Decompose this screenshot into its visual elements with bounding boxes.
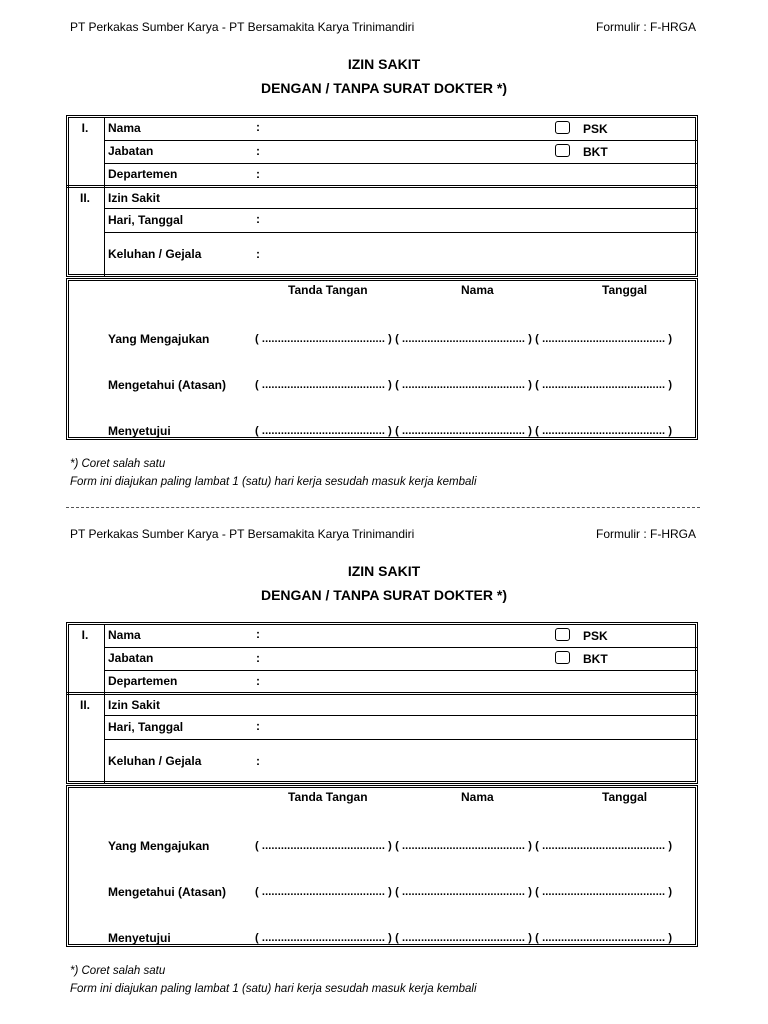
psk-checkbox[interactable] xyxy=(555,121,570,134)
form-copy-2 xyxy=(0,507,768,1007)
company-name: PT Perkakas Sumber Karya - PT Bersamakita Karya Trinimandiri xyxy=(70,20,415,34)
jabatan-colon: : xyxy=(256,651,260,665)
form-code: Formulir : F-HRGA xyxy=(596,20,696,34)
menyetujui-label: Menyetujui xyxy=(108,931,171,945)
note-deadline: Form ini diajukan paling lambat 1 (satu) hari kerja sesudah masuk kerja kembali xyxy=(70,476,477,488)
departemen-colon: : xyxy=(256,167,260,181)
psk-checkbox[interactable] xyxy=(555,628,570,641)
izin-sakit-heading: Izin Sakit xyxy=(108,698,161,712)
row-line xyxy=(104,140,698,141)
jabatan-label: Jabatan xyxy=(108,144,154,158)
signature-box xyxy=(66,785,698,947)
row-line xyxy=(104,163,698,164)
section-2-number: II. xyxy=(79,191,90,205)
nama-label: Nama xyxy=(108,121,141,135)
form-subtitle: DENGAN / TANPA SURAT DOKTER *) xyxy=(260,80,508,96)
psk-label: PSK xyxy=(583,122,608,136)
menyetujui-signature-line: ( ....................................... ) ( ....................................... ) ( ....................................... ) xyxy=(255,932,673,944)
keluhan-label: Keluhan / Gejala xyxy=(108,754,202,768)
nama-label: Nama xyxy=(108,628,141,642)
hari-tanggal-label: Hari, Tanggal xyxy=(108,720,184,734)
hari-tanggal-colon: : xyxy=(256,212,260,226)
keluhan-colon: : xyxy=(256,247,260,261)
form-copy-1 xyxy=(0,0,768,500)
nama-colon: : xyxy=(256,627,260,641)
jabatan-label: Jabatan xyxy=(108,651,154,665)
tanggal-header: Tanggal xyxy=(602,790,648,804)
company-name: PT Perkakas Sumber Karya - PT Bersamakita Karya Trinimandiri xyxy=(70,527,415,541)
nama-colon: : xyxy=(256,120,260,134)
section-divider xyxy=(66,692,698,695)
tanggal-header: Tanggal xyxy=(602,283,648,297)
tanda-tangan-header: Tanda Tangan xyxy=(288,790,368,804)
form-title: IZIN SAKIT xyxy=(347,563,421,579)
menyetujui-signature-line: ( ....................................... ) ( ....................................... ) ( ....................................... ) xyxy=(255,425,673,437)
note-deadline: Form ini diajukan paling lambat 1 (satu) hari kerja sesudah masuk kerja kembali xyxy=(70,983,477,995)
row-line xyxy=(104,670,698,671)
bkt-label: BKT xyxy=(583,145,608,159)
departemen-label: Departemen xyxy=(108,167,178,181)
note-coret: *) Coret salah satu xyxy=(70,458,166,470)
yang-mengajukan-signature-line: ( ....................................... ) ( ....................................... ) ( ....................................... ) xyxy=(255,840,673,852)
izin-sakit-heading: Izin Sakit xyxy=(108,191,161,205)
note-coret: *) Coret salah satu xyxy=(70,965,166,977)
bkt-checkbox[interactable] xyxy=(555,651,570,664)
row-line xyxy=(104,208,698,209)
departemen-colon: : xyxy=(256,674,260,688)
keluhan-colon: : xyxy=(256,754,260,768)
nama-header: Nama xyxy=(461,790,494,804)
mengetahui-label: Mengetahui (Atasan) xyxy=(108,885,227,899)
section-divider xyxy=(66,185,698,188)
mengetahui-label: Mengetahui (Atasan) xyxy=(108,378,227,392)
row-line xyxy=(104,647,698,648)
yang-mengajukan-label: Yang Mengajukan xyxy=(108,332,210,346)
bkt-checkbox[interactable] xyxy=(555,144,570,157)
jabatan-colon: : xyxy=(256,144,260,158)
bkt-label: BKT xyxy=(583,652,608,666)
section-1-number: I. xyxy=(81,121,89,135)
hari-tanggal-colon: : xyxy=(256,719,260,733)
form-title: IZIN SAKIT xyxy=(347,56,421,72)
form-code: Formulir : F-HRGA xyxy=(596,527,696,541)
row-line xyxy=(104,715,698,716)
section-1-number: I. xyxy=(81,628,89,642)
keluhan-label: Keluhan / Gejala xyxy=(108,247,202,261)
departemen-label: Departemen xyxy=(108,674,178,688)
mengetahui-signature-line: ( ....................................... ) ( ....................................... ) ( ....................................... ) xyxy=(255,886,673,898)
psk-label: PSK xyxy=(583,629,608,643)
row-line xyxy=(104,232,698,233)
nama-header: Nama xyxy=(461,283,494,297)
form-subtitle: DENGAN / TANPA SURAT DOKTER *) xyxy=(260,587,508,603)
section-2-number: II. xyxy=(79,698,90,712)
menyetujui-label: Menyetujui xyxy=(108,424,171,438)
yang-mengajukan-signature-line: ( ....................................... ) ( ....................................... ) ( ....................................... ) xyxy=(255,333,673,345)
signature-box xyxy=(66,278,698,440)
tanda-tangan-header: Tanda Tangan xyxy=(288,283,368,297)
row-line xyxy=(104,739,698,740)
hari-tanggal-label: Hari, Tanggal xyxy=(108,213,184,227)
yang-mengajukan-label: Yang Mengajukan xyxy=(108,839,210,853)
mengetahui-signature-line: ( ....................................... ) ( ....................................... ) ( ....................................... ) xyxy=(255,379,673,391)
